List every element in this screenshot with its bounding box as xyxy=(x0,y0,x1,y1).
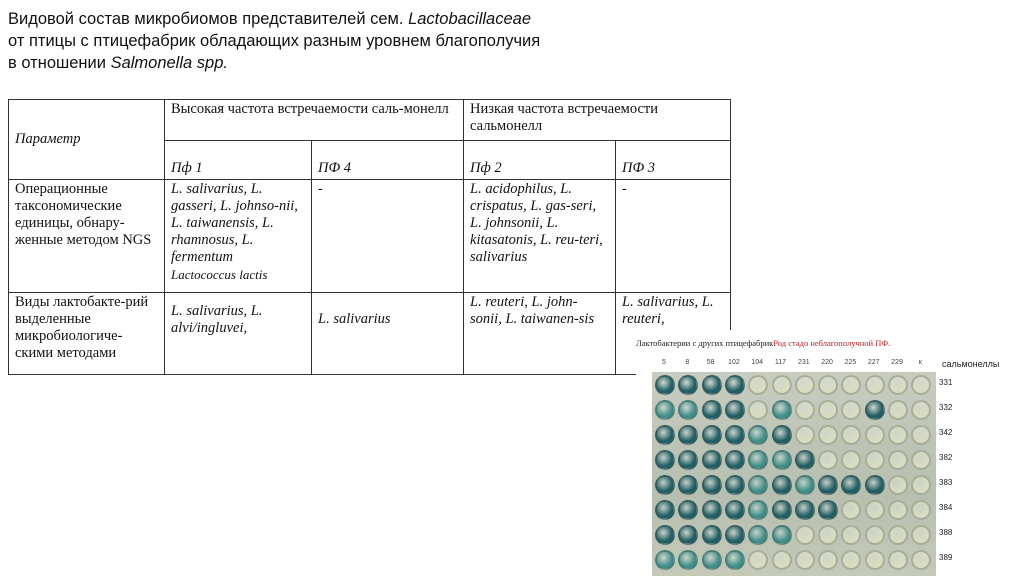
title-line-2: от птицы с птицефабрик обладающих разным уровнем благополучия xyxy=(8,32,541,50)
plate-well xyxy=(702,550,722,570)
plate-well xyxy=(725,450,745,470)
plate-well xyxy=(865,475,885,495)
plate-column-label: 104 xyxy=(751,359,764,366)
cell-ngs-pf1 xyxy=(165,180,312,293)
plate-well xyxy=(725,475,745,495)
plate-column-label: 229 xyxy=(891,359,903,366)
plate-well xyxy=(678,450,698,470)
plate-well xyxy=(725,550,745,570)
plate-well xyxy=(841,375,861,395)
plate-well xyxy=(748,500,768,520)
plate-well xyxy=(702,400,722,420)
plate-well xyxy=(678,425,698,445)
plate-well xyxy=(911,475,931,495)
title-line-1: Видовой состав микробиомов представителей сем. Lactobacillaceae xyxy=(8,10,531,28)
plate-well xyxy=(841,400,861,420)
plate-well xyxy=(772,450,792,470)
plate-row-label: 384 xyxy=(939,503,953,512)
plate-well xyxy=(748,400,768,420)
cell-ngs-pf2: L. acidophilus, L. crispatus, L. gas-seri, L. johnsonii, L. kitasatonis, L. reu-teri, salivarius xyxy=(464,180,616,293)
plate-well xyxy=(772,500,792,520)
plate-well xyxy=(795,400,815,420)
plate-well xyxy=(888,550,908,570)
plate-column-label: 117 xyxy=(774,359,787,366)
plate-well xyxy=(678,400,698,420)
plate-well xyxy=(772,375,792,395)
plate-column-label: 231 xyxy=(797,359,810,366)
plate-well xyxy=(678,475,698,495)
plate-well xyxy=(655,525,675,545)
col-header-pf1: Пф 1 xyxy=(165,141,312,180)
plate-well xyxy=(888,500,908,520)
plate-well xyxy=(888,400,908,420)
plate-well xyxy=(888,425,908,445)
photo-caption: Лактобактерии с других птицефабрикРод стадо неблагополучной ПФ. xyxy=(636,338,891,348)
plate-well xyxy=(655,475,675,495)
plate-well xyxy=(911,375,931,395)
plate-well xyxy=(911,425,931,445)
plate-well xyxy=(655,450,675,470)
plate-well xyxy=(748,550,768,570)
plate-column-label: 225 xyxy=(844,359,857,366)
plate-well xyxy=(911,525,931,545)
plate-well xyxy=(818,450,838,470)
cell-ngs-pf1-species: L. salivarius, L. gasseri, L. johnso-nii, L. taiwanensis, L. rhamnosus, L. fermentum xyxy=(171,181,298,265)
slide-title xyxy=(8,8,708,74)
plate-well xyxy=(818,400,838,420)
plate-well xyxy=(888,450,908,470)
plate-row-label: 332 xyxy=(939,403,953,412)
group-header-high: Высокая частота встречаемости саль-монелл xyxy=(165,100,464,141)
plate-well xyxy=(702,475,722,495)
plate-well xyxy=(841,425,861,445)
plate-row-label: 383 xyxy=(939,478,953,487)
species-composition-table xyxy=(8,99,731,375)
plate-well xyxy=(911,500,931,520)
plate-well xyxy=(702,500,722,520)
title-line-3: в отношении Salmonella spp. xyxy=(8,54,228,72)
plate-well xyxy=(841,475,861,495)
plate-column-label: 5 xyxy=(662,359,666,366)
microplate xyxy=(652,372,936,576)
plate-well xyxy=(818,525,838,545)
plate-well xyxy=(748,375,768,395)
plate-column-label: 58 xyxy=(706,359,715,366)
cell-ngs-pf4: - xyxy=(312,180,464,293)
plate-well xyxy=(865,500,885,520)
group-header-low: Низкая частота встречаемости сальмонелл xyxy=(464,100,731,141)
plate-well xyxy=(818,550,838,570)
plate-well xyxy=(655,550,675,570)
plate-well xyxy=(772,475,792,495)
plate-well xyxy=(841,525,861,545)
plate-row-label: 331 xyxy=(939,378,953,387)
plate-well xyxy=(748,475,768,495)
plate-well xyxy=(818,425,838,445)
plate-well xyxy=(865,375,885,395)
plate-row-label: 382 xyxy=(939,453,953,462)
plate-well xyxy=(748,525,768,545)
row-label-micro: Виды лактобакте-рий выделенные микробиологиче-скими методами xyxy=(9,293,165,375)
plate-well xyxy=(841,550,861,570)
param-header: Параметр xyxy=(9,100,165,180)
plate-well xyxy=(748,450,768,470)
plate-well xyxy=(865,400,885,420)
plate-well xyxy=(818,500,838,520)
plate-well xyxy=(678,525,698,545)
cell-micro-pf4: L. salivarius xyxy=(312,293,464,375)
cell-micro-pf2: L. reuteri, L. john-sonii, L. taiwanen-sis xyxy=(464,293,616,375)
plate-well xyxy=(818,475,838,495)
plate-well xyxy=(795,450,815,470)
col-header-pf3: ПФ 3 xyxy=(616,141,731,180)
plate-well xyxy=(795,550,815,570)
cell-micro-pf3: L. salivarius, L. reuteri, xyxy=(616,293,731,375)
plate-row-label: 342 xyxy=(939,428,953,437)
plate-column-label: 102 xyxy=(728,359,740,366)
plate-well xyxy=(725,525,745,545)
plate-well xyxy=(865,550,885,570)
plate-well xyxy=(655,400,675,420)
plate-well xyxy=(702,375,722,395)
plate-well xyxy=(702,450,722,470)
plate-well xyxy=(655,500,675,520)
cell-micro-pf1: L. salivarius, L. alvi/ingluvei, xyxy=(165,293,312,375)
plate-well xyxy=(888,525,908,545)
plate-well xyxy=(841,500,861,520)
plate-column-label: 220 xyxy=(821,359,833,366)
plate-column-label: 8 xyxy=(685,359,690,366)
plate-well xyxy=(772,400,792,420)
col-header-pf2: Пф 2 xyxy=(464,141,616,180)
cell-ngs-pf1-extra: Lactococcus lactis xyxy=(171,267,268,282)
plate-well xyxy=(911,450,931,470)
microplate-photo xyxy=(636,330,1024,576)
plate-row-label: 388 xyxy=(939,528,953,537)
plate-well xyxy=(702,425,722,445)
salmonella-label: сальмонеллы xyxy=(942,359,1000,369)
plate-well xyxy=(725,400,745,420)
plate-well xyxy=(888,375,908,395)
plate-well xyxy=(795,500,815,520)
plate-well xyxy=(678,550,698,570)
plate-column-label: к xyxy=(918,359,922,366)
plate-well xyxy=(795,425,815,445)
plate-well xyxy=(888,475,908,495)
plate-well xyxy=(772,525,792,545)
plate-well xyxy=(841,450,861,470)
plate-well xyxy=(911,400,931,420)
plate-well xyxy=(865,525,885,545)
plate-well xyxy=(772,425,792,445)
plate-well xyxy=(865,450,885,470)
plate-well xyxy=(725,500,745,520)
plate-well xyxy=(678,375,698,395)
plate-well xyxy=(795,375,815,395)
plate-row-label: 389 xyxy=(939,553,953,562)
plate-well xyxy=(795,475,815,495)
cell-ngs-pf3: - xyxy=(616,180,731,293)
plate-well xyxy=(795,525,815,545)
plate-well xyxy=(725,375,745,395)
plate-well xyxy=(911,550,931,570)
plate-well xyxy=(748,425,768,445)
plate-well xyxy=(818,375,838,395)
plate-well xyxy=(655,375,675,395)
plate-well xyxy=(772,550,792,570)
plate-well xyxy=(865,425,885,445)
plate-well xyxy=(655,425,675,445)
row-label-ngs: Операционные таксономические единицы, обнару-женные методом NGS xyxy=(9,180,165,293)
plate-well xyxy=(678,500,698,520)
plate-well xyxy=(725,425,745,445)
plate-column-label: 227 xyxy=(867,359,880,366)
plate-well xyxy=(702,525,722,545)
col-header-pf4: ПФ 4 xyxy=(312,141,464,180)
